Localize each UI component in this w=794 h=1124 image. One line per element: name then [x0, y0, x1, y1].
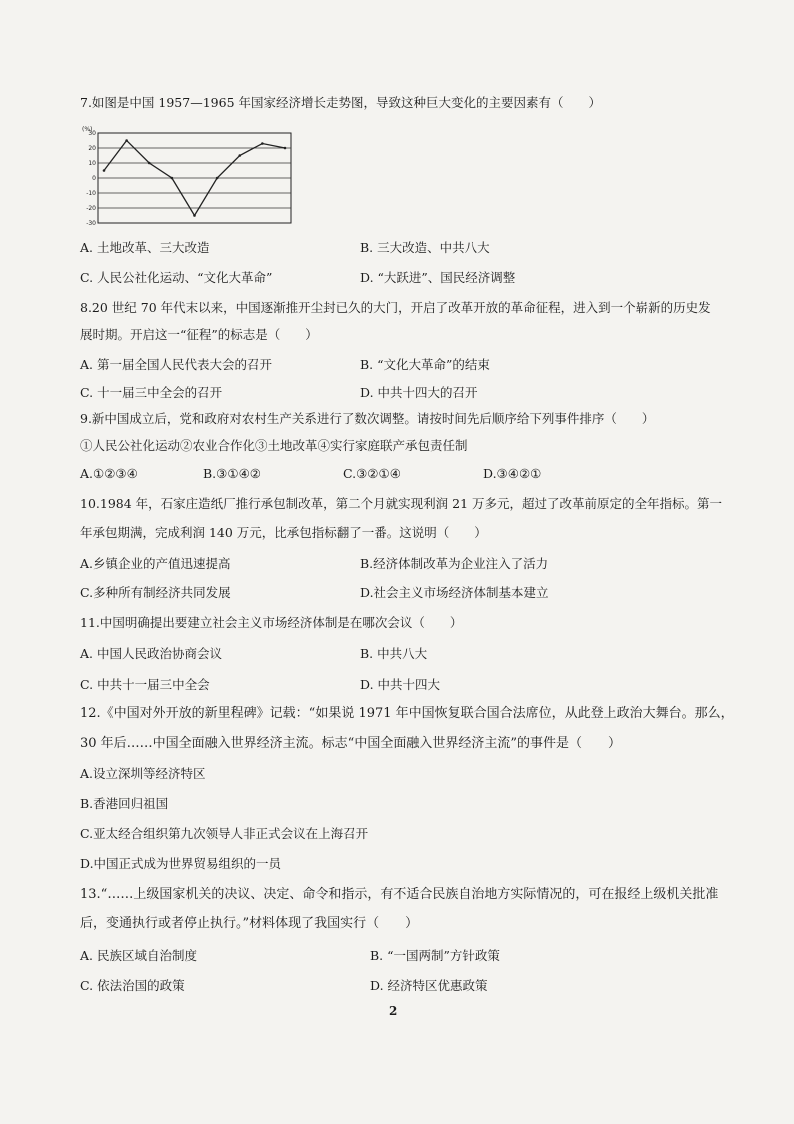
q7-option-c[interactable]: C. 人民公社化运动、“文化大革命” [80, 270, 273, 285]
chart-y-tick-label: 20 [88, 145, 96, 152]
chart-point [238, 154, 241, 157]
chart-point [103, 169, 106, 172]
q9-option-c[interactable]: C.③②①④ [343, 466, 401, 481]
q8-option-b[interactable]: B. “文化大革命”的结束 [360, 357, 490, 372]
chart-point [148, 162, 151, 165]
q12-option-d[interactable]: D.中国正式成为世界贸易组织的一员 [80, 856, 282, 871]
q13-option-b[interactable]: B. “一国两制”方针政策 [370, 948, 500, 963]
q11-option-c[interactable]: C. 中共十一届三中全会 [80, 677, 210, 692]
q10-option-a[interactable]: A.乡镇企业的产值迅速提高 [80, 556, 231, 571]
q9-option-a[interactable]: A.①②③④ [80, 466, 138, 481]
chart-point [193, 214, 196, 217]
chart-y-tick-label: -10 [86, 190, 96, 197]
q7-stem: 7.如图是中国 1957—1965 年国家经济增长走势图，导致这种巨大变化的主要因素有（ ） [80, 95, 601, 110]
q10-stem-line2: 年承包期满，完成利润 140 万元，比承包指标翻了一番。这说明（ ） [80, 525, 487, 540]
q11-option-a[interactable]: A. 中国人民政治协商会议 [80, 646, 222, 661]
page-number: 2 [389, 1004, 398, 1018]
q12-stem-line2: 30 年后……中国全面融入世界经济主流。标志“中国全面融入世界经济主流”的事件是（ ） [80, 736, 621, 751]
q12-option-c[interactable]: C.亚太经合组织第九次领导人非正式会议在上海召开 [80, 826, 369, 841]
q11-stem: 11.中国明确提出要建立社会主义市场经济体制是在哪次会议（ ） [80, 615, 463, 630]
chart-point [171, 177, 174, 180]
chart-y-tick-label: -20 [86, 205, 96, 212]
q13-option-a[interactable]: A. 民族区域自治制度 [80, 948, 197, 963]
q13-option-c[interactable]: C. 依法治国的政策 [80, 978, 185, 993]
q8-stem-line2: 展时期。开启这一“征程”的标志是（ ） [80, 327, 318, 342]
q9-option-d[interactable]: D.③④②① [483, 466, 542, 481]
q9-option-b[interactable]: B.③①④② [203, 466, 261, 481]
q11-option-d[interactable]: D. 中共十四大 [360, 677, 441, 692]
chart-point [284, 147, 287, 150]
q8-stem-line1: 8.20 世纪 70 年代末以来，中国逐渐推开尘封已久的大门，开启了改革开放的革命征程，进入到一个崭新的历史发 [80, 300, 711, 315]
chart-y-tick-label: -30 [86, 220, 96, 227]
q13-option-d[interactable]: D. 经济特区优惠政策 [370, 978, 488, 993]
chart-point [125, 139, 128, 142]
q10-option-d[interactable]: D.社会主义市场经济体制基本建立 [360, 585, 549, 600]
q8-option-d[interactable]: D. 中共十四大的召开 [360, 385, 478, 400]
chart-point [261, 142, 264, 145]
q13-stem-line1: 13.“……上级国家机关的决议、决定、命令和指示，有不适合民族自治地方实际情况的，可在报经上级机关批准 [80, 887, 719, 902]
q10-stem-line1: 10.1984 年，石家庄造纸厂推行承包制改革，第二个月就实现利润 21 万多元，超过了改革前原定的全年指标。第一 [80, 496, 723, 511]
q8-option-a[interactable]: A. 第一届全国人民代表大会的召开 [80, 357, 272, 372]
q8-option-c[interactable]: C. 十一届三中全会的召开 [80, 385, 223, 400]
q7-option-a[interactable]: A. 土地改革、三大改造 [80, 240, 210, 255]
q12-stem-line1: 12.《中国对外开放的新里程碑》记载：“如果说 1971 年中国恢复联合国合法席位，从此登上政治大舞台。那么， [80, 706, 734, 721]
chart-y-tick-label: 30 [88, 130, 96, 137]
q7-growth-chart [80, 123, 295, 233]
q13-stem-line2: 后，变通执行或者停止执行。”材料体现了我国实行（ ） [80, 916, 419, 931]
q10-option-c[interactable]: C.多种所有制经济共同发展 [80, 585, 231, 600]
q7-option-d[interactable]: D. “大跃进”、国民经济调整 [360, 270, 516, 285]
chart-point [216, 177, 219, 180]
chart-y-tick-label: 0 [92, 175, 96, 182]
chart-y-tick-label: 10 [88, 160, 96, 167]
q10-option-b[interactable]: B.经济体制改革为企业注入了活力 [360, 556, 549, 571]
q11-option-b[interactable]: B. 中共八大 [360, 646, 428, 661]
q9-items: ①人民公社化运动②农业合作化③土地改革④实行家庭联产承包责任制 [80, 438, 468, 453]
chart-ylabel: (%) [82, 126, 93, 133]
q7-option-b[interactable]: B. 三大改造、中共八大 [360, 240, 490, 255]
q12-option-a[interactable]: A.设立深圳等经济特区 [80, 766, 206, 781]
q9-stem: 9.新中国成立后，党和政府对农村生产关系进行了数次调整。请按时间先后顺序给下列事件排序（ ） [80, 411, 655, 426]
q12-option-b[interactable]: B.香港回归祖国 [80, 796, 169, 811]
